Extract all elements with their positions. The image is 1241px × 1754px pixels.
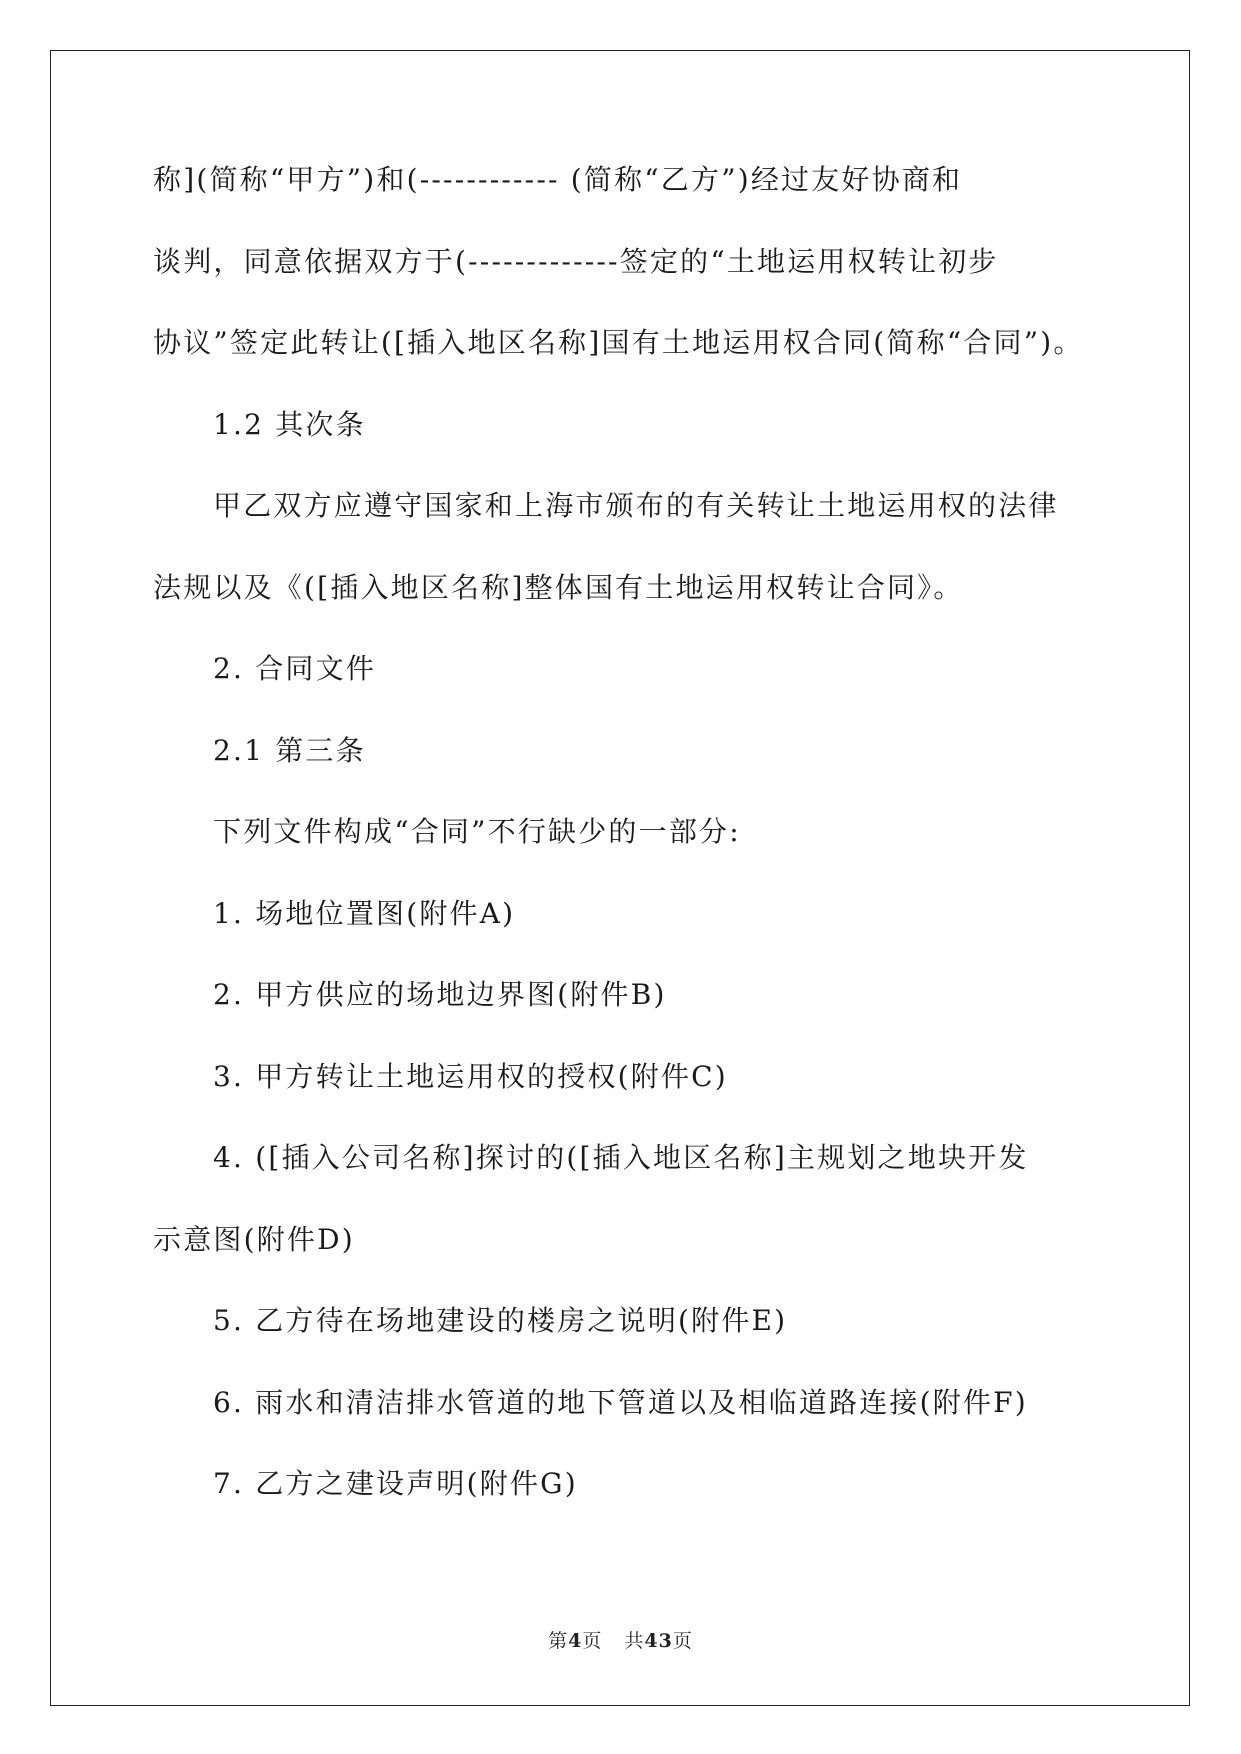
total-suffix: 页	[672, 1630, 693, 1652]
section-heading: 2.1 第三条	[213, 733, 366, 767]
page-suffix: 页	[582, 1630, 603, 1652]
list-item: 6. 雨水和清洁排水管道的地下管道以及相临道路连接(附件F)	[213, 1385, 1028, 1419]
text-line: 谈判，同意依据双方于(-------------签定的“土地运用权转让初步	[153, 244, 999, 278]
page-number: 4	[568, 1630, 583, 1652]
document-body	[153, 160, 1088, 1546]
page-footer	[0, 1626, 1241, 1653]
list-item: 2. 甲方供应的场地边界图(附件B)	[213, 978, 667, 1011]
list-item: 5. 乙方待在场地建设的楼房之说明(附件E)	[213, 1304, 788, 1337]
total-pages: 43	[644, 1630, 673, 1652]
section-heading: 1.2 其次条	[213, 407, 366, 441]
total-prefix: 共	[624, 1630, 645, 1652]
list-item: 1. 场地位置图(附件A)	[213, 896, 516, 930]
list-item: 7. 乙方之建设声明(附件G)	[213, 1467, 578, 1500]
paragraph-line: 下列文件构成“合同”不行缺少的一部分:	[213, 815, 741, 848]
page-prefix: 第	[548, 1630, 569, 1652]
section-heading: 2. 合同文件	[213, 652, 377, 685]
text-line: 称](简称“甲方”)和(------------ (简称“乙方”)经过友好协商和	[153, 163, 963, 196]
paragraph-line: 甲乙双方应遵守国家和上海市颁布的有关转让土地运用权的法律	[213, 489, 1059, 522]
list-item-continuation: 示意图(附件D)	[153, 1222, 355, 1256]
list-item: 4. ([插入公司名称]探讨的([插入地区名称]主规划之地块开发	[213, 1141, 1029, 1174]
paragraph-line: 法规以及《([插入地区名称]整体国有土地运用权转让合同》。	[153, 570, 964, 604]
list-item: 3. 甲方转让土地运用权的授权(附件C)	[213, 1059, 728, 1093]
text-line: 协议”签定此转让([插入地区名称]国有土地运用权合同(简称“合同”)。	[153, 326, 1084, 359]
